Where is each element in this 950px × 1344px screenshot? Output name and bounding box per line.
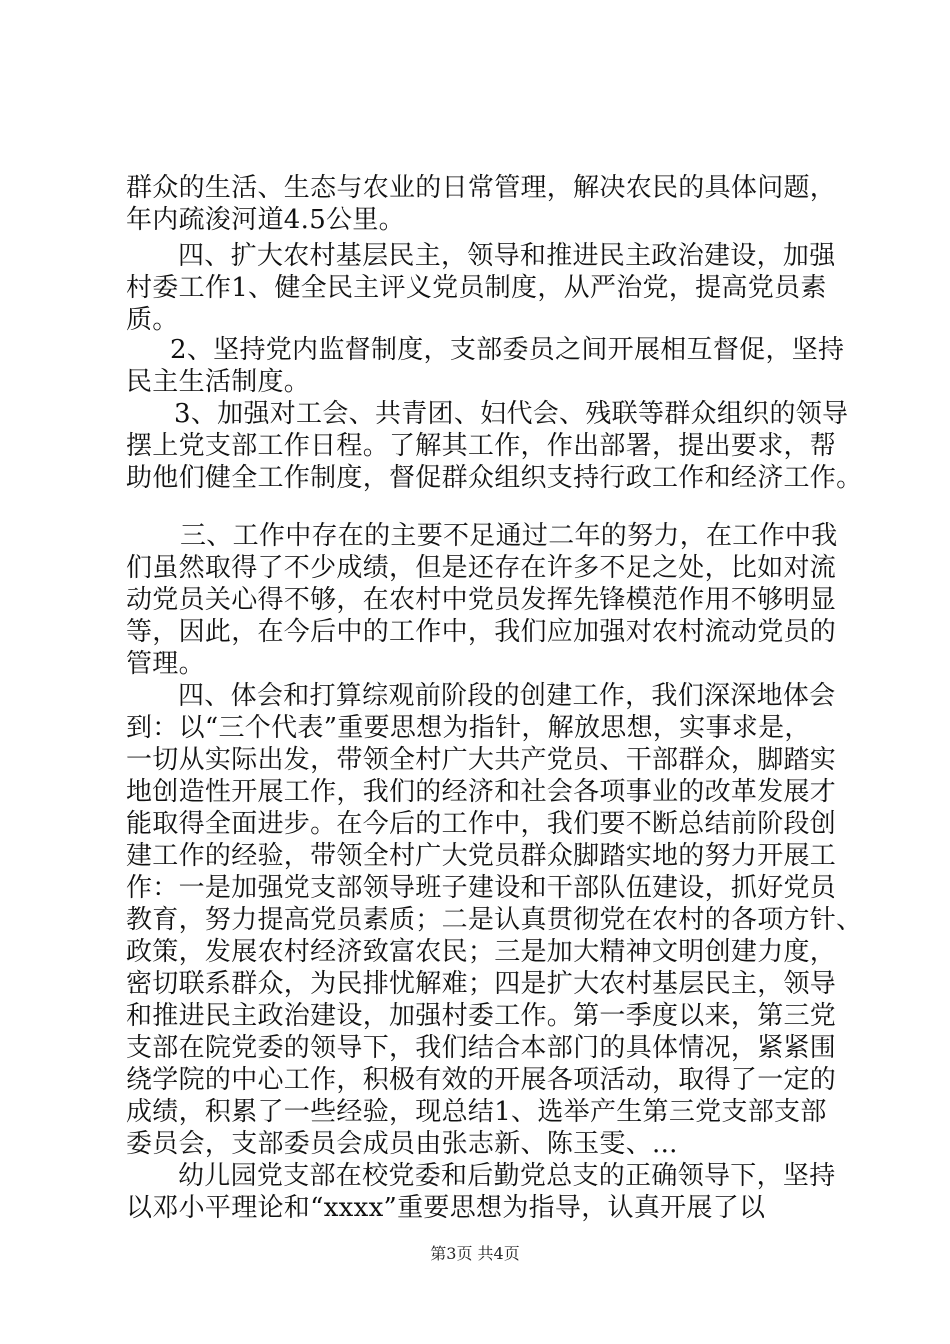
text-line: 密切联系群众，为民排忧解难；四是扩大农村基层民主，领导 [126,969,837,999]
text-line: 等，因此，在今后中的工作中，我们应加强对农村流动党员的 [126,617,837,647]
text-line: 动党员关心得不够，在农村中党员发挥先锋模范作用不够明显 [126,585,837,615]
page-number: 第3页 共4页 [430,1244,520,1263]
text-line: 教育，努力提高党员素质；二是认真贯彻党在农村的各项方针、 [126,905,863,935]
text-line: 能取得全面进步。在今后的工作中，我们要不断总结前阶段创 [126,809,837,839]
text-line: 村委工作1、健全民主评义党员制度，从严治党，提高党员素 [126,273,827,303]
text-line: 年内疏浚河道4.5公里。 [126,205,405,235]
text-line: 建工作的经验，带领全村广大党员群众脚踏实地的努力开展工 [126,841,837,871]
text-line: 地创造性开展工作，我们的经济和社会各项事业的改革发展才 [126,777,837,807]
text-line: 民主生活制度。 [126,367,311,397]
text-line: 以邓小平理论和“xxxx”重要思想为指导，认真开展了以 [126,1193,766,1223]
text-line: 3、加强对工会、共青团、妇代会、残联等群众组织的领导 [174,399,849,429]
text-line: 助他们健全工作制度，督促群众组织支持行政工作和经济工作。 [126,463,863,493]
text-line: 和推进民主政治建设，加强村委工作。第一季度以来，第三党 [126,1001,837,1031]
text-line: 们虽然取得了不少成绩，但是还存在许多不足之处，比如对流 [126,553,837,583]
text-line: 三、工作中存在的主要不足通过二年的努力，在工作中我 [180,521,838,551]
text-line: 政策，发展农村经济致富农民；三是加大精神文明创建力度， [126,937,837,967]
text-line: 一切从实际出发，带领全村广大共产党员、干部群众，脚踏实 [126,745,837,775]
text-line: 绕学院的中心工作，积极有效的开展各项活动，取得了一定的 [126,1065,837,1095]
text-line: 幼儿园党支部在校党委和后勤党总支的正确领导下，坚持 [178,1161,836,1191]
text-line: 摆上党支部工作日程。了解其工作，作出部署，提出要求，帮 [126,431,837,461]
text-line: 四、体会和打算综观前阶段的创建工作，我们深深地体会 [178,681,836,711]
text-line: 质。 [126,305,179,335]
text-line: 群众的生活、生态与农业的日常管理，解决农民的具体问题， [126,173,837,203]
text-line: 成绩，积累了一些经验，现总结1、选举产生第三党支部支部 [126,1097,827,1127]
text-line: 作：一是加强党支部领导班子建设和干部队伍建设，抓好党员 [126,873,837,903]
text-line: 到：以“三个代表”重要思想为指针，解放思想，实事求是， [126,713,811,743]
text-line: 四、扩大农村基层民主，领导和推进民主政治建设，加强 [178,241,836,271]
text-line: 委员会，支部委员会成员由张志新、陈玉雯、... [126,1129,678,1159]
text-line: 支部在院党委的领导下，我们结合本部门的具体情况，紧紧围 [126,1033,837,1063]
text-line: 管理。 [126,649,205,679]
text-line: 2、坚持党内监督制度，支部委员之间开展相互督促，坚持 [170,335,845,365]
